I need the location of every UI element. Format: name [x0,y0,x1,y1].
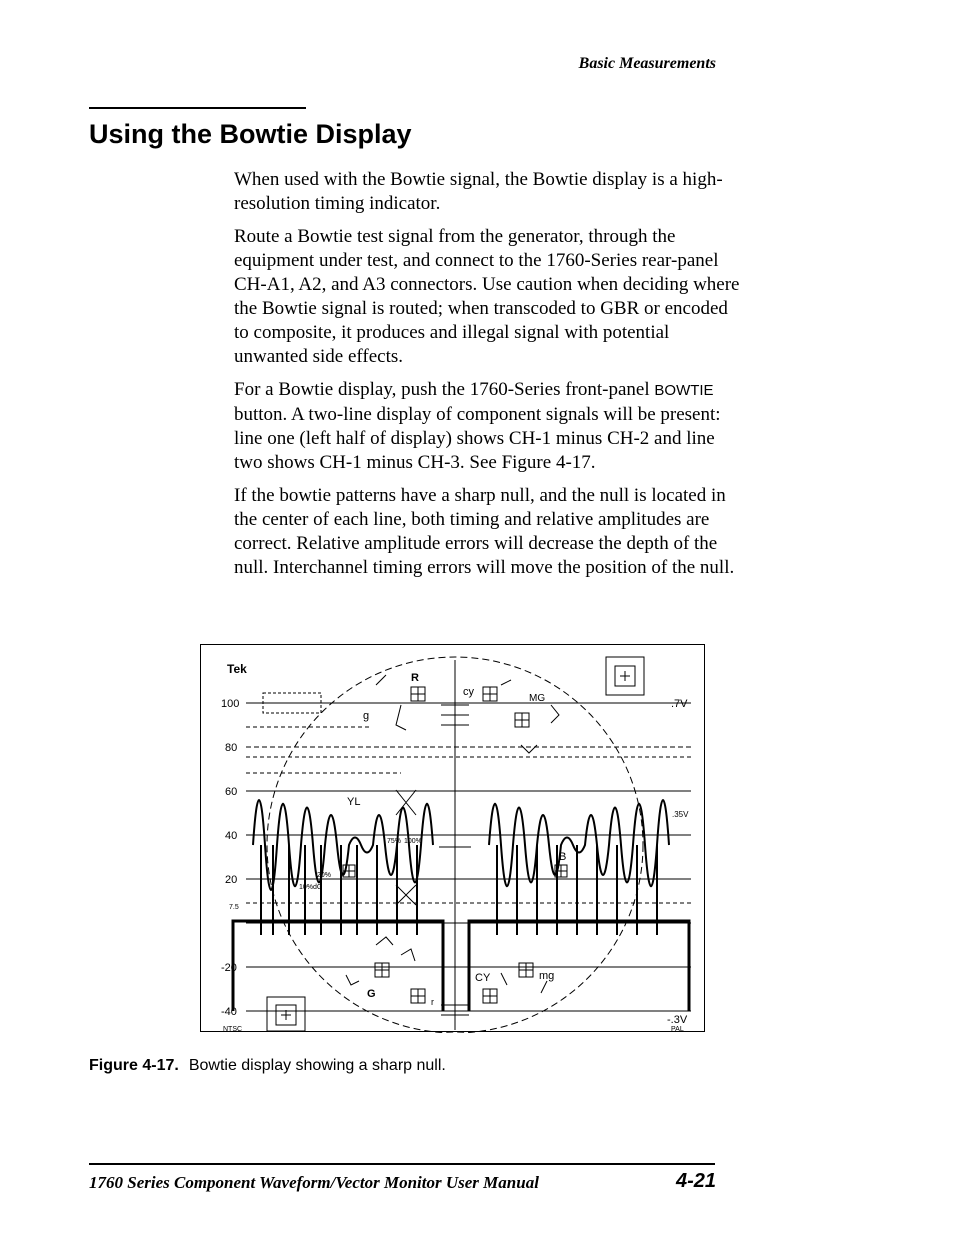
voltage-035: .35V [672,810,689,819]
section-title: Using the Bowtie Display [89,119,412,149]
scale-40: 40 [225,830,238,842]
label-r: R [411,672,419,684]
body-text [234,168,744,589]
scale-minus-40: -40 [221,1006,237,1018]
bowtie-waveform-screen [201,645,706,1033]
scale-60: 60 [225,786,238,798]
scale-minus-20: -20 [221,962,237,974]
voltage-minus-03: -.3V [667,1014,688,1026]
voltage-07: .7V [671,698,688,710]
label-20-percent: 20% [317,872,332,879]
label-pal: PAL [671,1026,684,1033]
label-75-percent: 75% [387,838,402,845]
running-head: Basic Measurements [578,55,716,72]
label-100-percent: 100% [404,838,422,845]
scale-100: 100 [221,698,240,710]
paragraph-3 [234,378,744,475]
paragraph-2: Route a Bowtie test signal from the generator, through the equipment under test, and connect to the 1760-Series rear-panel CH-A1, A2, and A3 connectors. Use caution when deciding where the Bowtie signal is routed; when transcoded to GBR or encoded to composite, it produces and illegal signal with potential unwanted side effects. [234,226,740,367]
label-cy: cy [463,686,474,698]
paragraph-3-start: For a Bowtie display, push the 1760-Series front-panel [234,379,655,400]
label-yl: YL [347,796,361,808]
paragraph-3-end: button. A two-line display of component signals will be present: line one (left half of display) shows CH-1 minus CH-2 and line two shows CH-1 minus CH-3. See Figure 4-17. [234,404,721,473]
vector-brackets [346,675,559,993]
figure-caption [89,1057,446,1075]
tek-brand: Tek [227,662,247,676]
paragraph-1: When used with the Bowtie signal, the Bowtie display is a high-resolution timing indicator. [234,169,723,214]
paragraph-4: If the bowtie patterns have a sharp null, and the null is located in the center of each line, both timing and relative amplitudes are correct. Relative amplitude errors will decrease the depth of the null. Interchannel timing errors will move the position of the null. [234,485,735,578]
bowtie-figure [200,644,705,1032]
header-rule [89,107,306,109]
label-r-lower: r [431,997,434,1007]
label-g: g [363,710,370,722]
label-mg: MG [529,693,546,704]
scale-80: 80 [225,742,238,754]
label-b: B [559,851,567,863]
label-ntsc: NTSC [223,1026,243,1033]
scale-7-5: 7.5 [229,904,239,911]
figure-caption-text: Bowtie display showing a sharp null. [188,1057,446,1074]
footer-title: 1760 Series Component Waveform/Vector Monitor User Manual [89,1173,539,1192]
label-mg-lower: mg [539,970,555,982]
footer-rule [89,1163,715,1165]
page-number: 4-21 [675,1170,716,1192]
vector-labels [347,672,566,1007]
label-cy-upper: CY [475,972,491,984]
scale-20: 20 [225,874,238,886]
small-labels [223,838,684,1033]
bowtie-button-name: BOWTIE [654,382,714,399]
label-10-percent-dg: 10%dG [299,884,323,891]
label-g-upper: G [367,988,376,1000]
figure-number: Figure 4-17. [89,1057,179,1074]
